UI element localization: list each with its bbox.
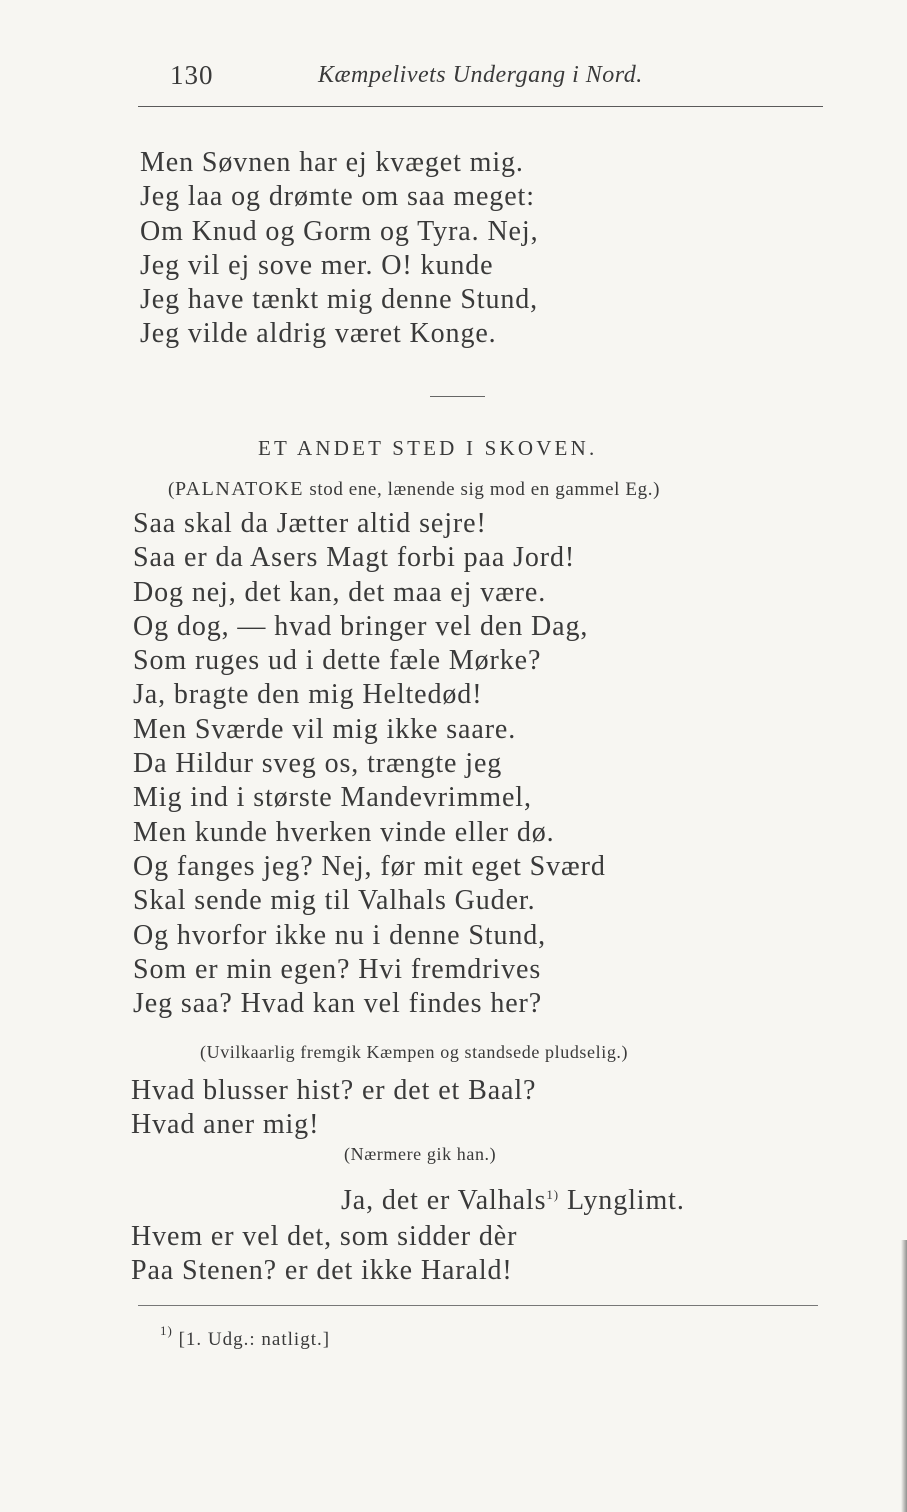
page-edge-shadow bbox=[901, 1240, 907, 1512]
running-title: Kæmpelivets Undergang i Nord. bbox=[318, 62, 643, 88]
footnote-marker: 1) bbox=[160, 1323, 173, 1338]
verse-line: Paa Stenen? er det ikke Harald! bbox=[131, 1255, 513, 1287]
verse-line: Og dog, — hvad bringer vel den Dag, bbox=[133, 610, 589, 642]
stage-direction: (Uvilkaarlig fremgik Kæmpen og standsede pludselig.) bbox=[200, 1042, 629, 1062]
verse-line bbox=[341, 1178, 685, 1216]
section-divider bbox=[430, 396, 485, 397]
verse-line: Ja, bragte den mig Heltedød! bbox=[133, 679, 483, 711]
footnote bbox=[160, 1323, 330, 1351]
stage-direction bbox=[168, 478, 660, 501]
verse-line: Jeg saa? Hvad kan vel findes her? bbox=[133, 988, 543, 1020]
verse-line: Og fanges jeg? Nej, før mit eget Sværd bbox=[133, 850, 606, 882]
verse-line: Men Sværde vil mig ikke saare. bbox=[133, 713, 517, 745]
verse-line: Hvem er vel det, som sidder dèr bbox=[131, 1221, 518, 1252]
verse-line: Jeg have tænkt mig denne Stund, bbox=[140, 284, 539, 316]
character-name: PALNATOKE bbox=[174, 478, 305, 500]
verse-line: Jeg vilde aldrig været Konge. bbox=[140, 318, 497, 350]
verse-block-2 bbox=[133, 507, 606, 1021]
verse-line: Men kunde hverken vinde eller dø. bbox=[133, 816, 555, 848]
verse-line: Hvad blusser hist? er det et Baal? bbox=[131, 1075, 537, 1106]
verse-line: Jeg laa og drømte om saa meget: bbox=[140, 181, 535, 213]
verse-line: Da Hildur sveg os, trængte jeg bbox=[133, 748, 503, 780]
footnote-marker[interactable]: 1) bbox=[546, 1187, 560, 1202]
verse-line: Saa skal da Jætter altid sejre! bbox=[133, 508, 487, 539]
verse-line: Som ruges ud i dette fæle Mørke? bbox=[133, 645, 542, 677]
verse-line: Saa er da Asers Magt forbi paa Jord! bbox=[133, 542, 576, 574]
verse-line: Om Knud og Gorm og Tyra. Nej, bbox=[140, 215, 539, 247]
scene-title: ET ANDET STED I SKOVEN. bbox=[258, 436, 598, 460]
header-rule bbox=[138, 106, 823, 107]
verse-line: Men Søvnen har ej kvæget mig. bbox=[140, 147, 524, 178]
verse-line: Mig ind i største Mandevrimmel, bbox=[133, 782, 532, 814]
page-header bbox=[170, 60, 730, 100]
footnote-text: [1. Udg.: natligt.] bbox=[172, 1329, 331, 1350]
verse-line-indented bbox=[341, 1178, 685, 1216]
verse-block-1 bbox=[140, 146, 538, 352]
verse-line: Hvad aner mig! bbox=[131, 1109, 320, 1141]
verse-line: Og hvorfor ikke nu i denne Stund, bbox=[133, 919, 547, 951]
verse-line: Som er min egen? Hvi fremdrives bbox=[133, 953, 542, 985]
verse-line: Skal sende mig til Valhals Guder. bbox=[133, 885, 536, 917]
verse-block-3 bbox=[131, 1074, 536, 1143]
stage-text: stod ene, lænende sig mod en gammel Eg.) bbox=[304, 479, 660, 500]
verse-text: Lynglimt. bbox=[559, 1185, 685, 1216]
verse-block-4 bbox=[131, 1220, 517, 1289]
verse-text: Ja, det er Valhals bbox=[341, 1185, 547, 1216]
stage-direction: (Nærmere gik han.) bbox=[344, 1144, 497, 1164]
verse-line: Dog nej, det kan, det maa ej være. bbox=[133, 576, 547, 608]
verse-line: Jeg vil ej sove mer. O! kunde bbox=[140, 249, 494, 281]
footnote-rule bbox=[138, 1305, 818, 1306]
stage-open: ( bbox=[168, 479, 175, 500]
page-number: 130 bbox=[170, 60, 214, 90]
